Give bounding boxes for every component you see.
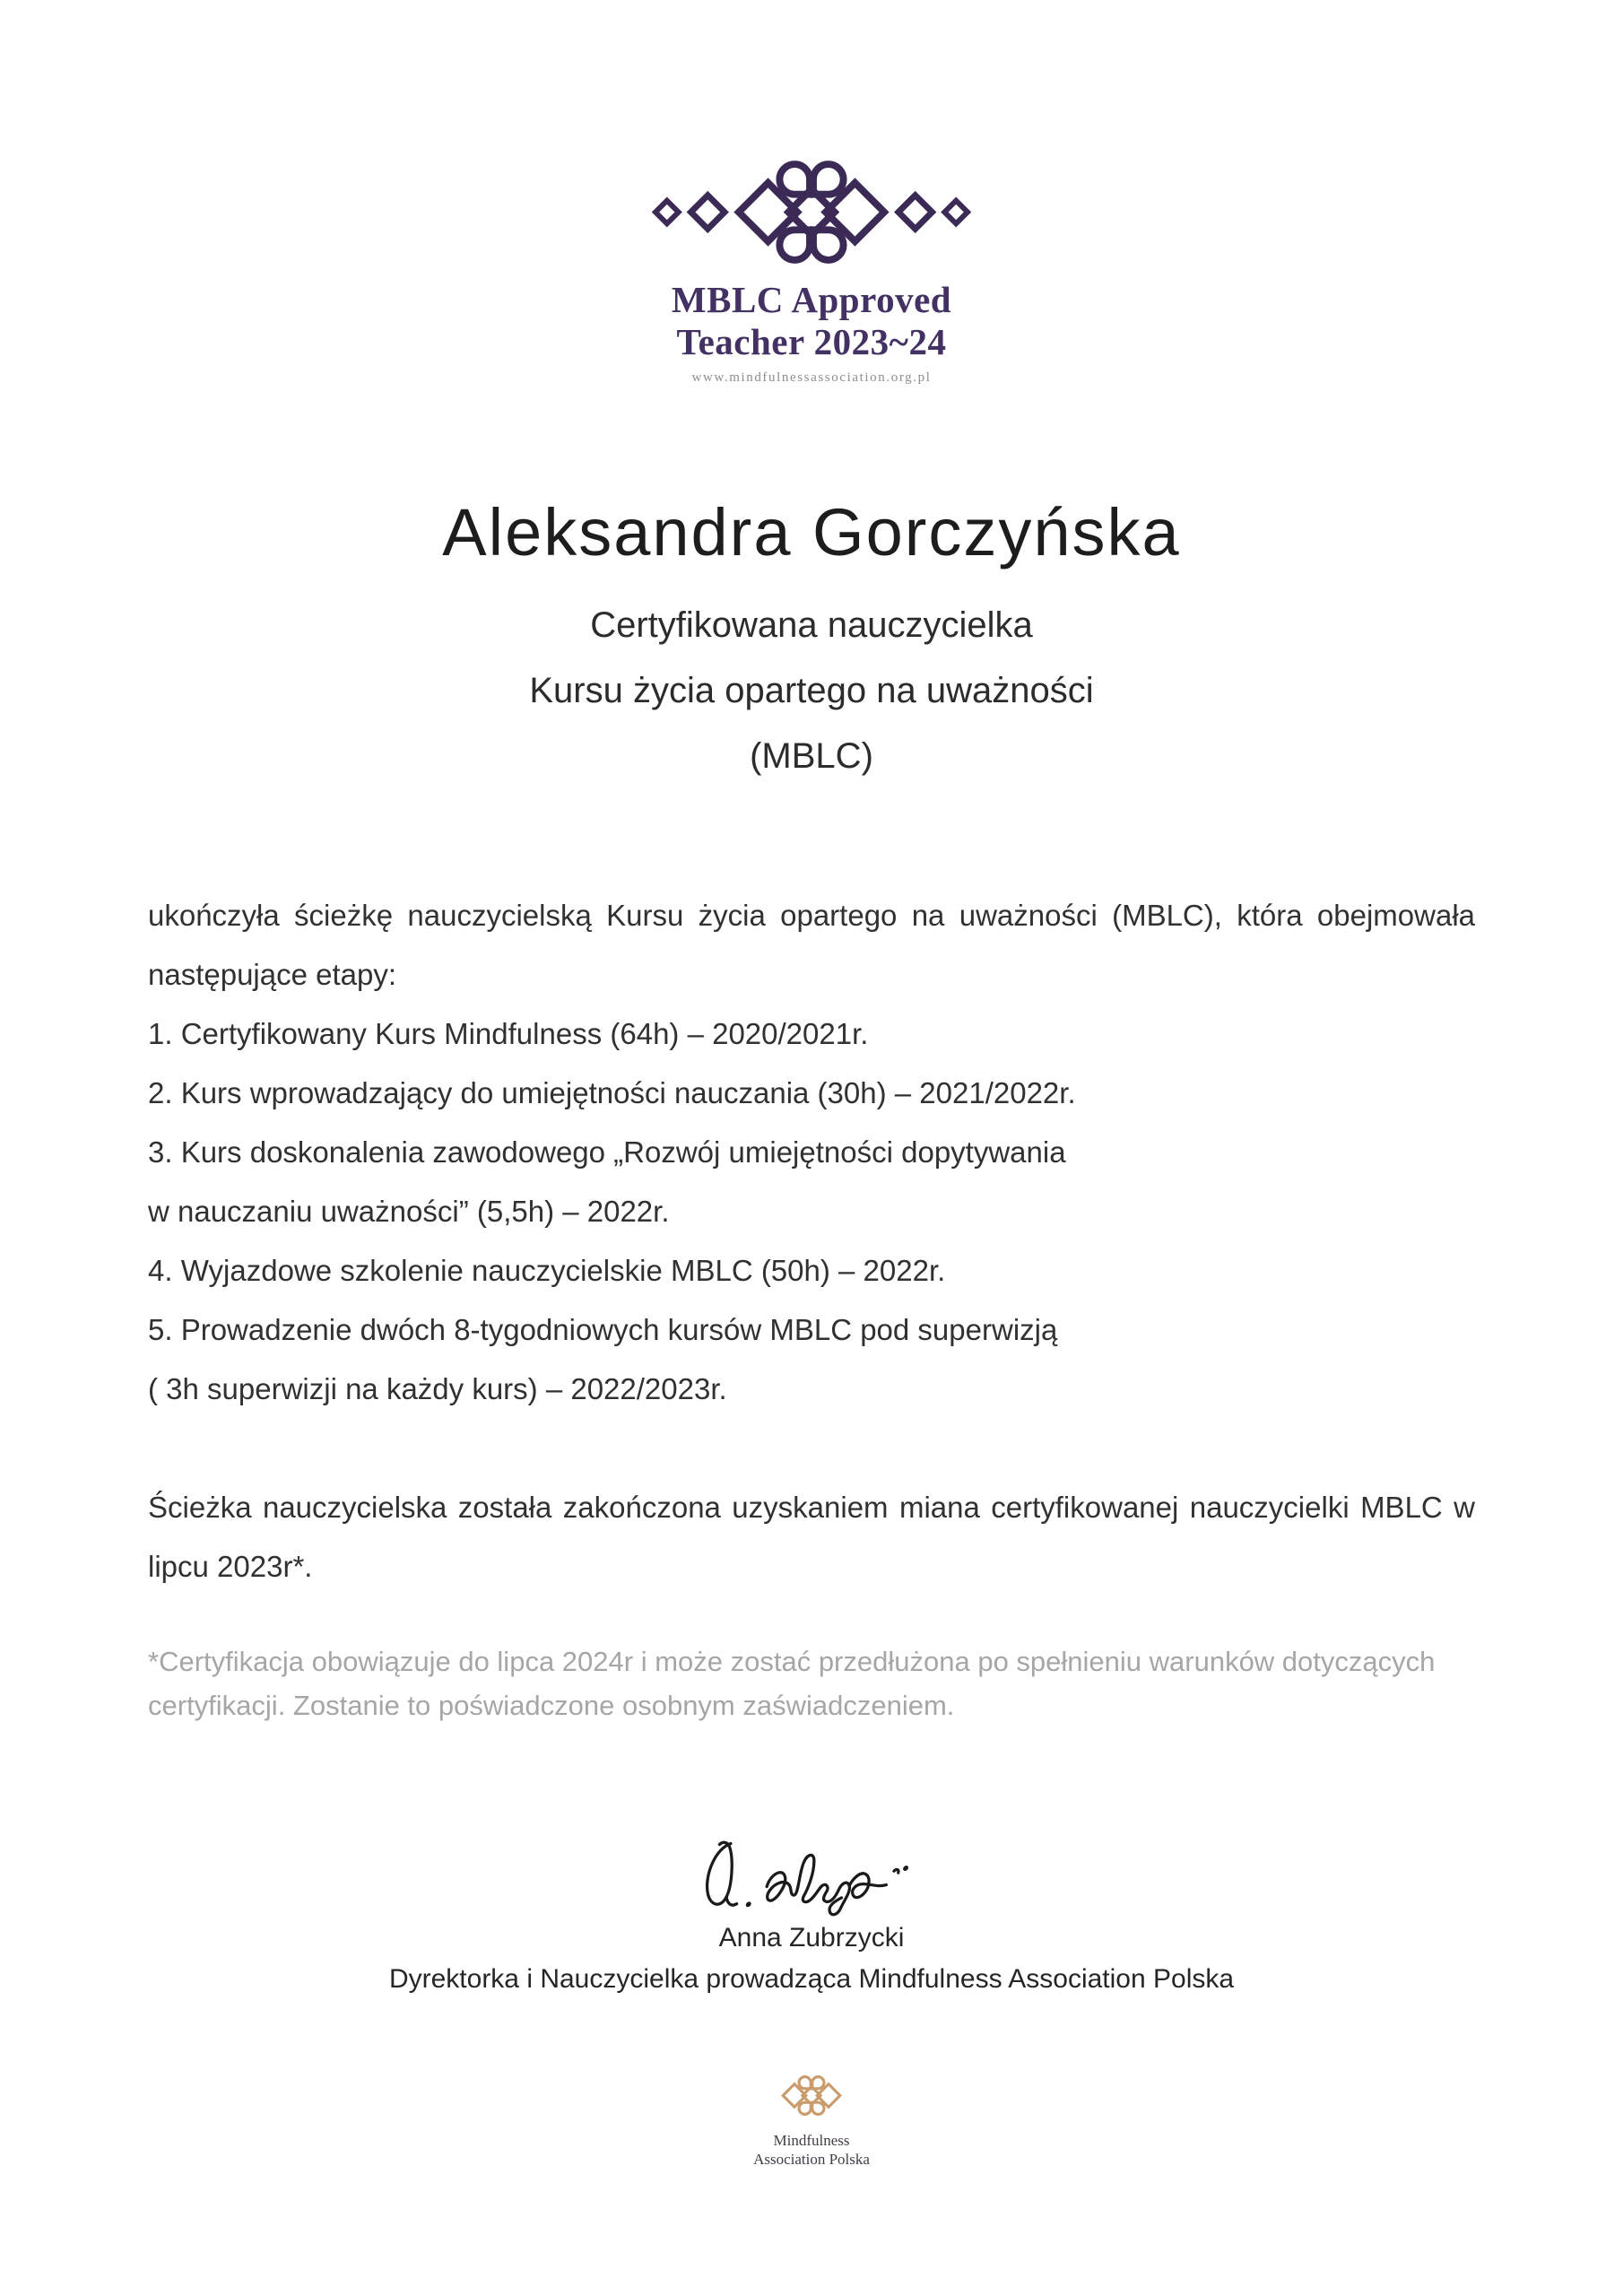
footer-org-name: [0, 2131, 1623, 2169]
certificate-body: [148, 886, 1475, 1596]
course-item: 1. Certyfikowany Kurs Mindfulness (64h) – 2020/2021r.: [148, 1017, 869, 1050]
badge-title-line2: Teacher 2023~24: [676, 321, 947, 362]
course-list: [148, 1004, 1475, 1419]
footer-knot-icon: [781, 2075, 842, 2116]
signature-block: [0, 1835, 1623, 1996]
mblc-badge: [0, 154, 1623, 387]
subtitle-line2: Kursu życia opartego na uważności: [529, 671, 1094, 710]
signatory-name: Anna Zubrzycki: [718, 1923, 905, 1952]
endless-knot-icon: [652, 154, 971, 270]
intro-paragraph: ukończyła ścieżkę nauczycielską Kursu życia opartego na uważności (MBLC), która obejmowała następujące etapy:: [148, 899, 1475, 991]
closing-paragraph: Ścieżka nauczycielska została zakończona uzyskaniem miana certyfikowanej nauczycielki MBLC w lipcu 2023r*.: [148, 1491, 1475, 1583]
subtitle-line3: (MBLC): [750, 736, 873, 776]
footer-org-line2: Association Polska: [753, 2151, 870, 2168]
signatory-role: Dyrektorka i Nauczycielka prowadząca Mindfulness Association Polska: [388, 1964, 1235, 1994]
recipient-name: Aleksandra Gorczyńska: [442, 495, 1181, 570]
course-item: 4. Wyjazdowe szkolenie nauczycielskie MBLC (50h) – 2022r.: [148, 1254, 946, 1287]
badge-website: www.mindfulnessassociation.org.pl: [691, 370, 932, 385]
course-item: 2. Kurs wprowadzający do umiejętności nauczania (30h) – 2021/2022r.: [148, 1076, 1076, 1109]
course-item: w nauczaniu uważności” (5,5h) – 2022r.: [148, 1195, 670, 1228]
course-item: ( 3h superwizji na każdy kurs) – 2022/2023r.: [148, 1372, 727, 1405]
course-item: 5. Prowadzenie dwóch 8-tygodniowych kursów MBLC pod superwizją: [148, 1313, 1058, 1346]
course-item: 3. Kurs doskonalenia zawodowego „Rozwój umiejętności dopytywania: [148, 1135, 1066, 1169]
footer-logo: [0, 2075, 1623, 2169]
footer-org-line1: Mindfulness: [773, 2132, 850, 2149]
certificate-subtitle: [0, 593, 1623, 789]
certification-footnote: *Certyfikacja obowiązuje do lipca 2024r i może zostać przedłużona po spełnieniu warunków dotyczących certyfikacji. Zostanie to poświadczone osobnym zaświadczeniem.: [148, 1646, 1436, 1721]
signature-image: [691, 1835, 932, 1918]
badge-title-line1: MBLC Approved: [671, 279, 952, 320]
subtitle-line1: Certyfikowana nauczycielka: [590, 605, 1033, 645]
